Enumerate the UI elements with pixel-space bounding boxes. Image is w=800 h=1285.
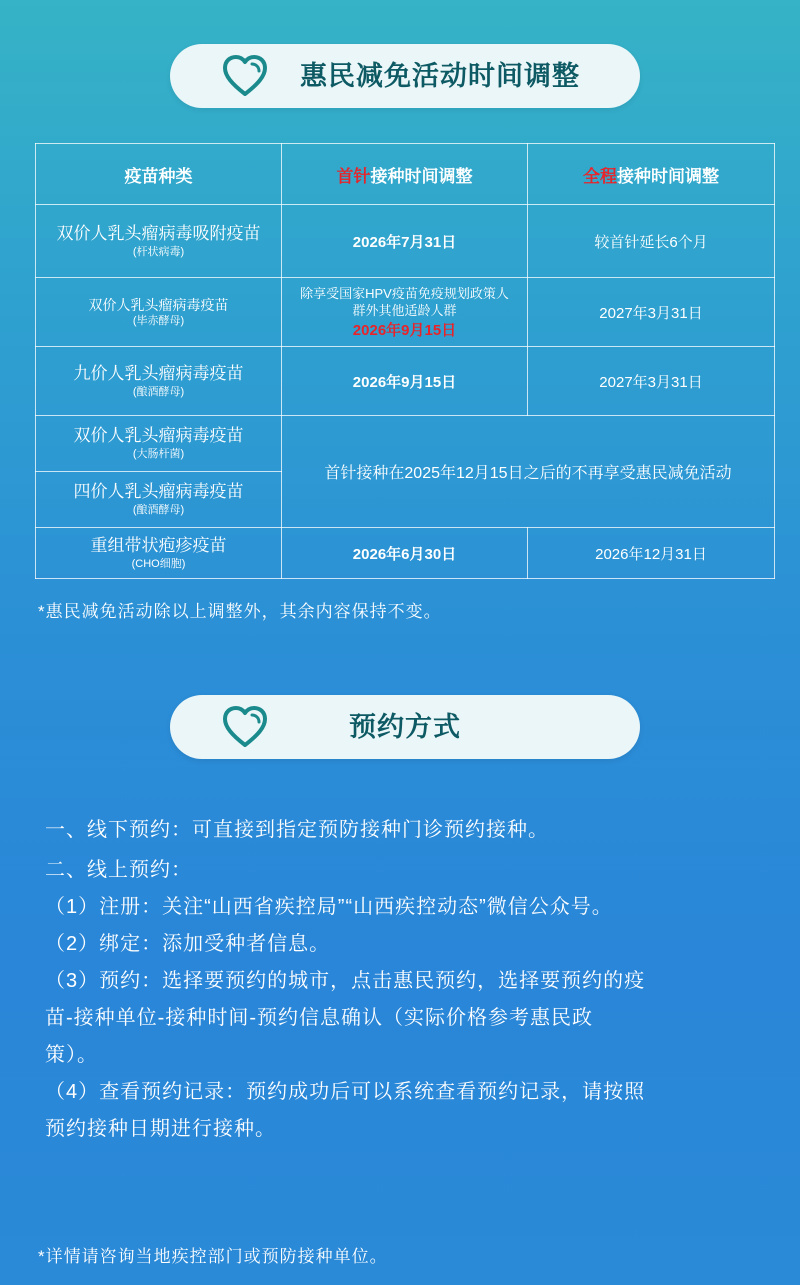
vaccine-name-cell: 双价人乳头瘤病毒疫苗 (毕赤酵母) (36, 278, 282, 347)
table-footnote: *惠民减免活动除以上调整外，其余内容保持不变。 (38, 602, 442, 621)
bottom-footnote: *详情请咨询当地疾控部门或预防接种单位。 (38, 1247, 388, 1266)
step-book-line2: 苗-接种单位-接种时间-预约信息确认（实际价格参考惠民政 (45, 1007, 593, 1029)
step-bind: （2）绑定：添加受种者信息。 (45, 933, 331, 955)
section-header-booking-method (170, 695, 640, 759)
table-row (36, 347, 775, 416)
vaccine-name-cell: 四价人乳头瘤病毒疫苗 (酿酒酵母) (36, 472, 282, 528)
vaccine-schedule-table (35, 143, 775, 579)
merged-note-cell: 首针接种在2025年12月15日之后的不再享受惠民减免活动 (282, 416, 775, 528)
table-row (36, 205, 775, 278)
vaccine-name-cell: 九价人乳头瘤病毒疫苗 (酿酒酵母) (36, 347, 282, 416)
table-row (36, 278, 775, 347)
full-course-date: 2026年12月31日 (528, 528, 775, 579)
full-course-date: 2027年3月31日 (528, 278, 775, 347)
vaccine-name-cell: 双价人乳头瘤病毒吸附疫苗 (杆状病毒) (36, 205, 282, 278)
step-records-line1: （4）查看预约记录：预约成功后可以系统查看预约记录，请按照 (45, 1081, 646, 1103)
full-course-date: 较首针延长6个月 (528, 205, 775, 278)
first-dose-date: 2026年7月31日 (282, 205, 528, 278)
header-full-course: 全程接种时间调整 (528, 144, 775, 205)
table-header-row (36, 144, 775, 205)
first-dose-cell: 除享受国家HPV疫苗免疫规划政策人 群外其他适龄人群 2026年9月15日 (282, 278, 528, 347)
table-row (36, 416, 775, 472)
first-dose-date: 2026年9月15日 (282, 347, 528, 416)
section-title: 预约方式 (349, 712, 461, 742)
vaccine-name-cell: 双价人乳头瘤病毒疫苗 (大肠杆菌) (36, 416, 282, 472)
step-records-line2: 预约接种日期进行接种。 (45, 1118, 276, 1140)
step-book-line1: （3）预约：选择要预约的城市，点击惠民预约，选择要预约的疫 (45, 970, 646, 992)
header-first-dose: 首针接种时间调整 (282, 144, 528, 205)
online-booking-heading: 二、线上预约： (45, 859, 192, 881)
offline-booking-text: 一、线下预约：可直接到指定预防接种门诊预约接种。 (45, 819, 549, 841)
full-course-date: 2027年3月31日 (528, 347, 775, 416)
first-dose-date: 2026年6月30日 (282, 528, 528, 579)
step-register: （1）注册：关注“山西省疾控局”“山西疾控动态”微信公众号。 (45, 896, 613, 918)
table-row (36, 528, 775, 579)
step-book-line3: 策）。 (45, 1044, 98, 1066)
booking-steps (45, 812, 765, 1148)
vaccine-name-cell: 重组带状疱疹疫苗 (CHO细胞) (36, 528, 282, 579)
section-title: 惠民减免活动时间调整 (300, 61, 580, 91)
header-vaccine-type: 疫苗种类 (36, 144, 282, 205)
section-header-time-adjustment (170, 44, 640, 108)
